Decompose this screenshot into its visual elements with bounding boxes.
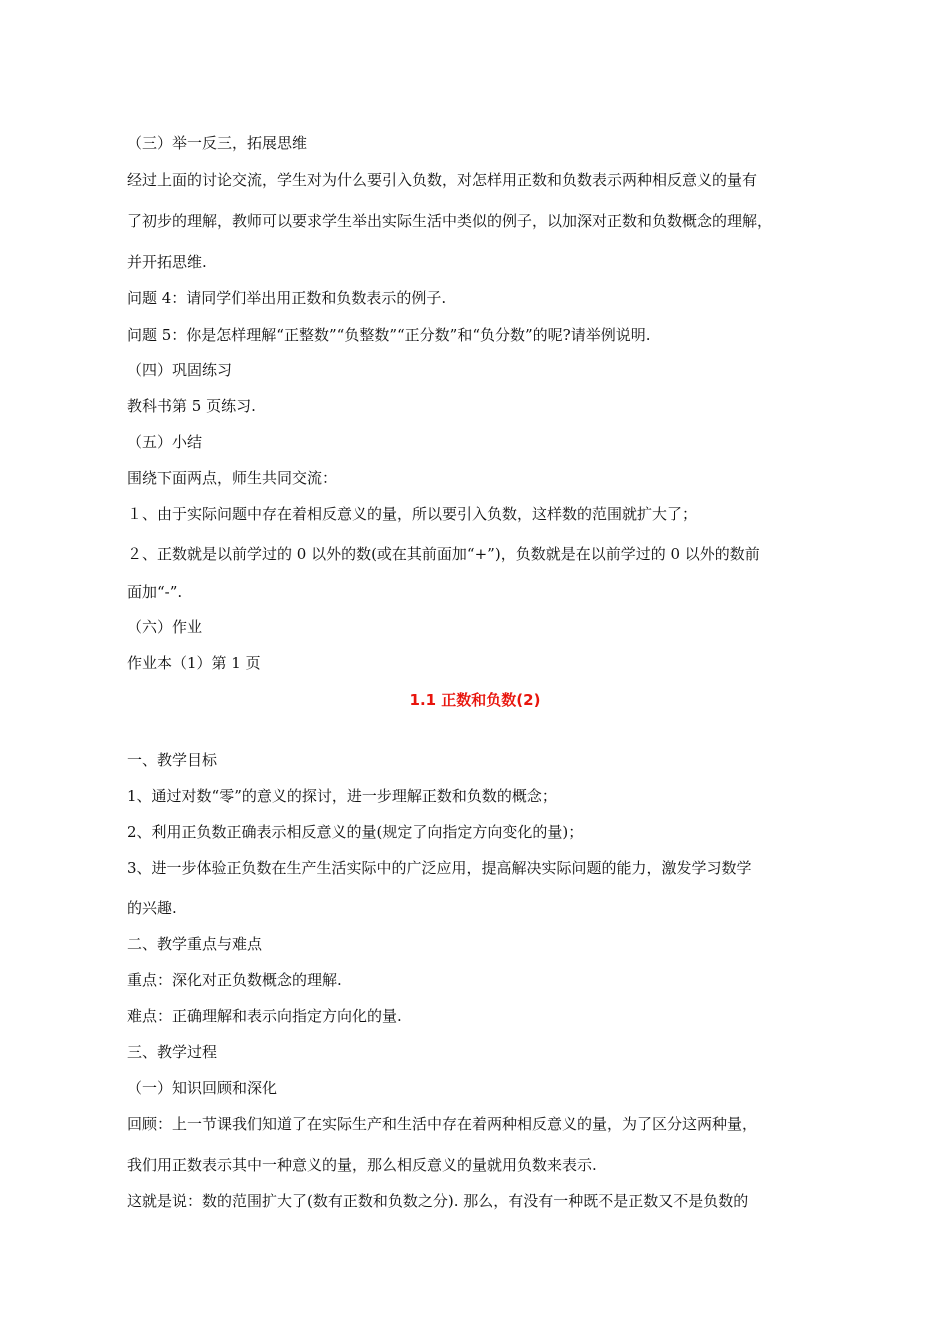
objective-3: 3、进一步体验正负数在生产生活实际中的广泛应用，提高解决实际问题的能力，激发学习数学 [127, 859, 752, 877]
section-heading-3: （三）举一反三，拓展思维 [127, 134, 308, 152]
exercise-text: 教科书第 5 页练习. [127, 397, 256, 415]
section-heading-6: （六）作业 [127, 618, 203, 636]
homework-text: 作业本（1）第 1 页 [127, 654, 261, 672]
summary-item-2-cont: 面加“-”. [127, 583, 183, 601]
objective-1: 1、通过对数“零”的意义的探讨，进一步理解正数和负数的概念； [127, 787, 557, 805]
objectives-heading: 一、教学目标 [127, 751, 218, 769]
key-points-heading: 二、教学重点与难点 [127, 935, 263, 953]
difficulty-point: 难点：正确理解和表示向指定方向化的量. [127, 1007, 402, 1025]
objective-2: 2、利用正负数正确表示相反意义的量(规定了向指定方向变化的量)； [127, 823, 584, 841]
review-line: 回顾：上一节课我们知道了在实际生产和生活中存在着两种相反意义的量，为了区分这两种量， [127, 1115, 758, 1133]
question-4: 问题 4：请同学们举出用正数和负数表示的例子. [127, 289, 447, 307]
paragraph-line: 并开拓思维. [127, 253, 207, 271]
paragraph-line: 了初步的理解，教师可以要求学生举出实际生活中类似的例子，以加深对正数和负数概念的理解， [127, 212, 773, 230]
lesson-title: 1.1 正数和负数(2) [409, 691, 541, 709]
question-5: 问题 5：你是怎样理解“正整数”“负整数”“正分数”和“负分数”的呢?请举例说明. [127, 326, 651, 344]
summary-intro: 围绕下面两点，师生共同交流： [127, 469, 338, 487]
summary-item-2: ２、正数就是以前学过的 0 以外的数(或在其前面加“+”)，负数就是在以前学过的 0 以外的数前 [127, 545, 760, 563]
section-heading-4: （四）巩固练习 [127, 361, 233, 379]
review-line: 这就是说：数的范围扩大了(数有正数和负数之分). 那么，有没有一种既不是正数又不是负数的 [127, 1192, 749, 1210]
review-line: 我们用正数表示其中一种意义的量，那么相反意义的量就用负数来表示. [127, 1156, 597, 1174]
summary-item-1: １、由于实际问题中存在着相反意义的量，所以要引入负数，这样数的范围就扩大了； [127, 505, 698, 523]
process-heading: 三、教学过程 [127, 1043, 218, 1061]
paragraph-line: 经过上面的讨论交流，学生对为什么要引入负数，对怎样用正数和负数表示两种相反意义的量有 [127, 171, 758, 189]
section-heading-5: （五）小结 [127, 433, 203, 451]
review-heading: （一）知识回顾和深化 [127, 1079, 278, 1097]
objective-3-cont: 的兴趣. [127, 899, 177, 917]
key-point: 重点：深化对正负数概念的理解. [127, 971, 342, 989]
